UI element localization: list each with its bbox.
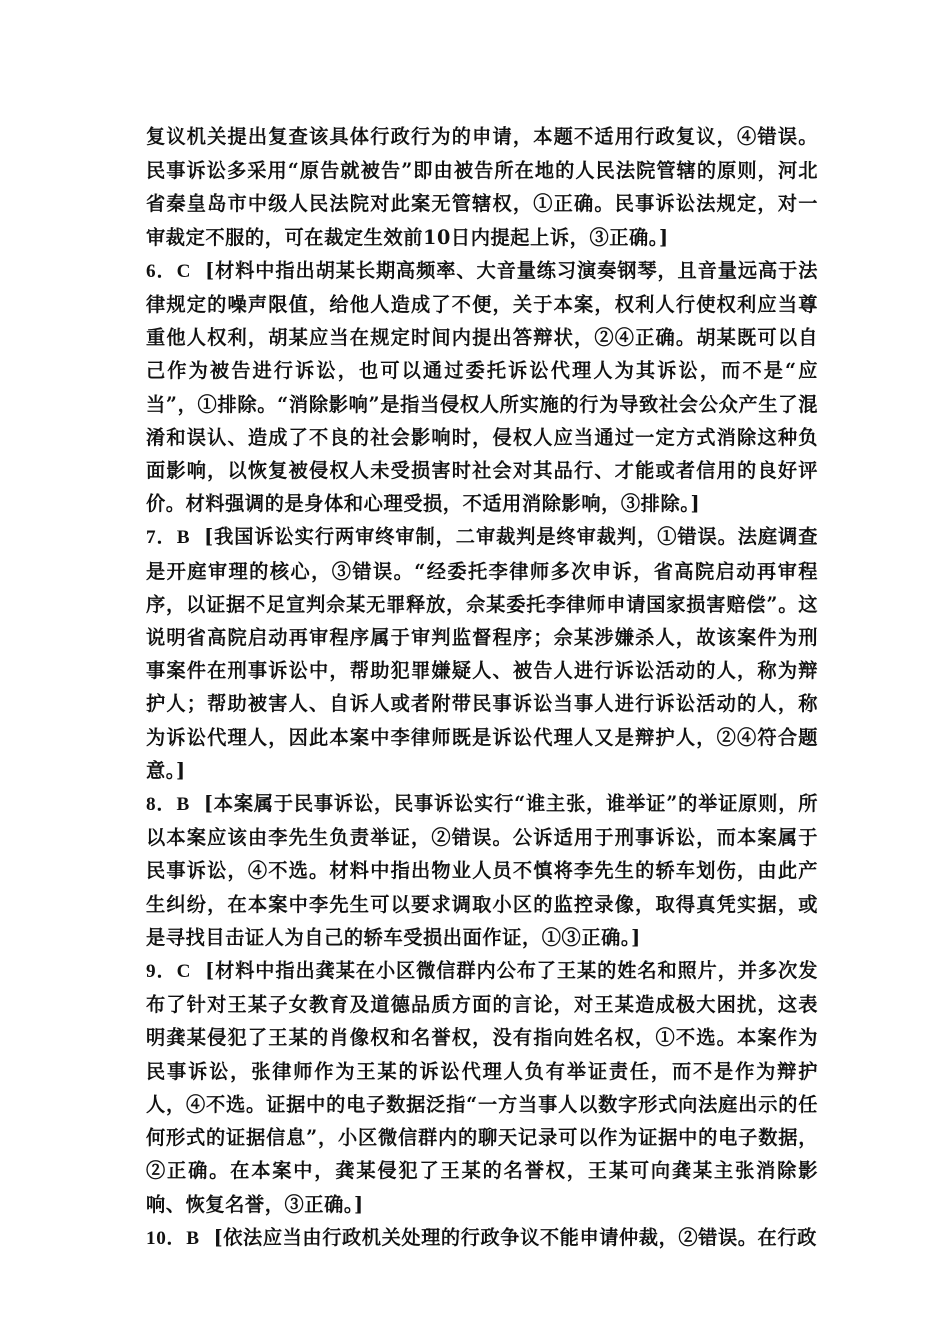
answer-letter: B — [186, 1227, 200, 1249]
answer-letter: B — [176, 794, 190, 816]
paragraph-q6 — [146, 254, 818, 521]
question-number: 10． — [146, 1227, 187, 1249]
paragraph-q7 — [146, 520, 818, 787]
paragraph-continuation — [146, 120, 818, 254]
question-number: 7． — [146, 527, 177, 549]
question-number: 8． — [146, 794, 177, 816]
explanation-text: [我国诉讼实行两审终审制，二审裁判是终审裁判，①错误。法庭调查是开庭审理的核心，③错误。“经委托李律师多次申诉，省高院启动再审程序，以证据不足宣判佘某无罪释放，佘某委托李律师申请国家损害赔偿”。这说明省高院启动再审程序属于审判监督程序；佘某涉嫌杀人，故该案件为刑事案件在刑事诉讼中，帮助犯罪嫌疑人、被告人进行诉讼活动的人，称为辩护人；帮助被害人、自诉人或者附带民事诉讼当事人进行诉讼活动的人，称为诉讼代理人，因此本案中李律师既是诉讼代理人又是辩护人，②④符合题意。] — [146, 525, 818, 782]
explanation-text: 复议机关提出复查该具体行政行为的申请，本题不适用行政复议，④错误。民事诉讼多采用“原告就被告”即由被告所在地的人民法院管辖的原则，河北省秦皇岛市中级人民法院对此案无管辖权，①正确。民事诉讼法规定，对一审裁定不服的，可在裁定生效前10日内提起上诉，③正确。] — [146, 125, 818, 249]
explanation-text: [依法应当由行政机关处理的行政争议不能申请仲裁，②错误。在行政 — [213, 1225, 817, 1249]
answer-letter: C — [176, 961, 192, 983]
question-number: 9． — [146, 961, 177, 983]
paragraph-q8 — [146, 787, 818, 954]
question-number: 6． — [146, 260, 177, 282]
explanation-text: [本案属于民事诉讼，民事诉讼实行“谁主张，谁举证”的举证原则，所以本案应该由李先生负责举证，②错误。公诉适用于刑事诉讼，而本案属于民事诉讼，④不选。材料中指出物业人员不慎将李先生的轿车划伤，由此产生纠纷，在本案中李先生可以要求调取小区的监控录像，取得真凭实据，或是寻找目击证人为自己的轿车受损出面作证，①③正确。] — [146, 792, 819, 949]
explanation-text: [材料中指出胡某长期高频率、大音量练习演奏钢琴，且音量远高于法律规定的噪声限值，给他人造成了不便，关于本案，权利人行使权利应当尊重他人权利，胡某应当在规定时间内提出答辩状，②④正确。胡某既可以自己作为被告进行诉讼，也可以通过委托诉讼代理人为其诉讼，而不是“应当”，①排除。“消除影响”是指当侵权人所实施的行为导致社会公众产生了混淆和误认、造成了不良的社会影响时，侵权人应当通过一定方式消除这种负面影响，以恢复被侵权人未受损害时社会对其品行、才能或者信用的良好评价。材料强调的是身体和心理受损，不适用消除影响，③排除。] — [146, 258, 818, 516]
paragraph-q10 — [146, 1221, 818, 1255]
paragraph-q9 — [146, 954, 818, 1221]
explanation-text: [材料中指出龚某在小区微信群内公布了王某的姓名和照片，并多次发布了针对王某子女教育及道德品质方面的言论，对王某造成极大困扰，这表明龚某侵犯了王某的肖像权和名誉权，没有指向姓名权，①不选。本案作为民事诉讼，张律师作为王某的诉讼代理人负有举证责任，而不是作为辩护人，④不选。证据中的电子数据泛指“一方当事人以数字形式向法庭出示的任何形式的证据信息”，小区微信群内的聊天记录可以作为证据中的电子数据，②正确。在本案中，龚某侵犯了王某的名誉权，王某可向龚某主张消除影响、恢复名誉，③正确。] — [146, 959, 818, 1216]
answer-letter: B — [176, 527, 191, 549]
answer-explanations — [146, 120, 818, 1255]
answer-letter: C — [176, 260, 192, 282]
